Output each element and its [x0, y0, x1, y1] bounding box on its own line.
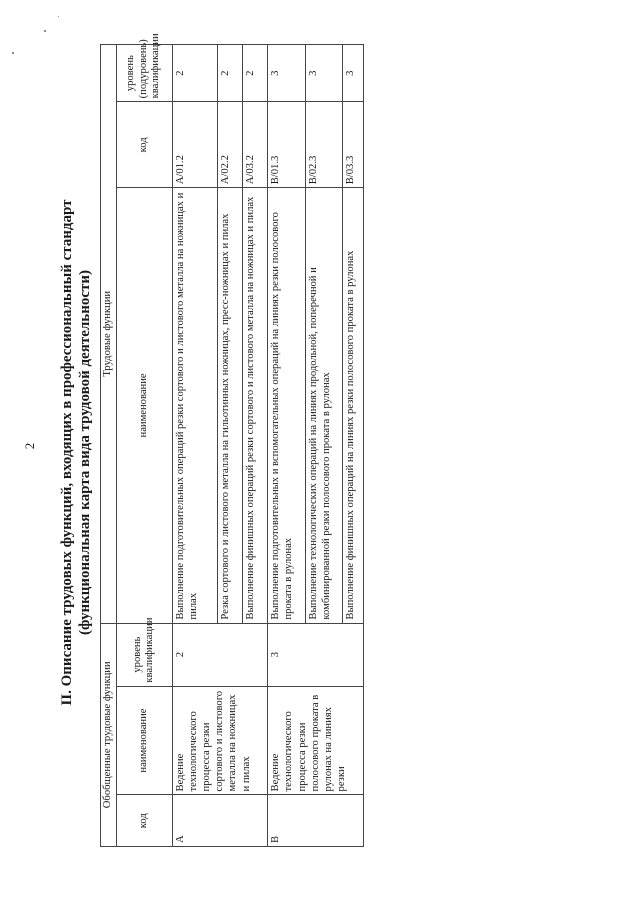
tf-name-cell: Выполнение финишных операций резки сортового и листового металла на ножницах и пилах [243, 188, 268, 623]
header-gen-name: наименование [116, 686, 172, 795]
tf-name-cell: Резка сортового и листового металла на гильотинных ножницах, пресс-ножницах и пилах [218, 188, 243, 623]
tf-code-cell: А/01.2 [172, 102, 218, 188]
gen-level-cell: 3 [268, 623, 364, 686]
tf-level-cell: 3 [268, 45, 306, 102]
tf-code-cell: А/03.2 [243, 102, 268, 188]
gen-level-cell: 2 [172, 623, 268, 686]
title-line-1: II. Описание трудовых функций, входящих в профессиональный стандарт [59, 199, 75, 706]
tf-code-cell: В/03.3 [343, 102, 364, 188]
header-tf-name: наименование [116, 188, 172, 623]
header-labor: Трудовые функции [101, 45, 117, 624]
tf-name-cell: Выполнение технологических операций на линиях продольной, поперечной и комбинированной резки полосового проката в рулонах [305, 188, 343, 623]
gen-name-cell: Ведение технологического процесса резки сортового и листового металла на ножницах и пилах [172, 686, 268, 795]
tf-level-cell: 3 [343, 45, 364, 102]
table-row [172, 45, 218, 847]
header-gen-code: код [116, 795, 172, 847]
header-tf-level: уровень (подуровень) квалификации [116, 45, 172, 102]
tf-level-cell: 2 [243, 45, 268, 102]
tf-level-cell: 2 [218, 45, 243, 102]
tf-level-cell: 3 [305, 45, 343, 102]
gen-name-cell: Ведение технологического процесса резки полосового проката в рулонах на линиях резки [268, 686, 364, 795]
page-number: 2 [22, 442, 37, 450]
tf-code-cell: А/02.2 [218, 102, 243, 188]
header-tf-code: код [116, 102, 172, 188]
functional-map-table [100, 33, 364, 847]
title-line-2: (функциональная карта вида трудовой деятельности) [77, 269, 93, 636]
tf-code-cell: В/01.3 [268, 102, 306, 188]
header-generalized: Обобщенные трудовые функции [101, 623, 117, 846]
tf-name-cell: Выполнение подготовительных и вспомогательных операций на линиях резки полосового проката в рулонах [268, 188, 306, 623]
section-title [58, 0, 94, 905]
gen-code-cell: А [172, 795, 268, 847]
table-row [268, 45, 306, 847]
tf-name-cell: Выполнение подготовительных операций резки сортового и листового металла на ножницах и пилах [172, 188, 218, 623]
gen-code-cell: В [268, 795, 364, 847]
tf-name-cell: Выполнение финишных операций на линиях резки полосового проката в рулонах [343, 188, 364, 623]
tf-code-cell: В/02.3 [305, 102, 343, 188]
header-gen-level: уровень квалификации [116, 623, 172, 686]
tf-level-cell: 2 [172, 45, 218, 102]
